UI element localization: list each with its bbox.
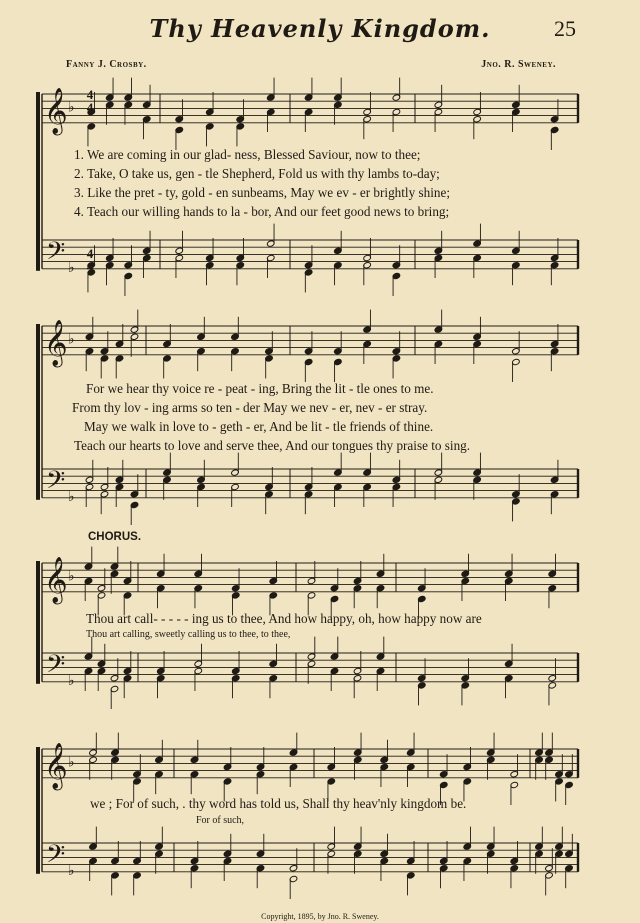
verse-line: 2. Take, O take us, gen - tle Shepherd, Fold us with thy lambs to-day; xyxy=(74,166,440,181)
bass-clef: 𝄢 xyxy=(46,650,66,685)
flat-sign: ♭ xyxy=(68,99,75,116)
verse-line: May we walk in love to - geth - er, And be lit - tle friends of thine. xyxy=(84,419,434,434)
composer-credit: Jno. R. Sweney. xyxy=(481,59,556,70)
chorus-bass-lyric: Thou art calling, sweetly calling us to thee, to thee, xyxy=(86,629,291,640)
verse-line: 4. Teach our willing hands to la - bor, And our feet good news to bring; xyxy=(74,204,450,219)
time-signature-treble xyxy=(84,88,96,114)
flat-sign: ♭ xyxy=(68,568,75,585)
verse-line: 1. We are coming in our glad- ness, Blessed Saviour, now to thee; xyxy=(74,147,421,162)
verse-line: 3. Like the pret - ty, gold - en sunbeams, May we ev - er brightly shine; xyxy=(74,185,450,200)
flat-sign: ♭ xyxy=(68,259,75,276)
verse-line: From thy lov - ing arms so ten - der May we nev - er, nev - er stray. xyxy=(72,400,428,415)
time-signature-bass xyxy=(84,247,96,273)
time-sig-top: 4 xyxy=(86,246,94,261)
lyricist-credit: Fanny J. Crosby. xyxy=(66,59,147,70)
time-sig-top: 4 xyxy=(86,87,94,102)
treble-clef: 𝄞 xyxy=(44,320,68,366)
system-brace xyxy=(36,561,40,684)
flat-sign: ♭ xyxy=(68,862,75,879)
final-bass-lyric: For of such, xyxy=(196,815,245,826)
bass-clef: 𝄢 xyxy=(46,840,66,875)
bass-clef: 𝄢 xyxy=(46,237,66,272)
treble-clef: 𝄞 xyxy=(44,557,68,603)
time-sig-bottom: 4 xyxy=(86,100,94,115)
verse-line: For we hear thy voice re - peat - ing, Bring the lit - tle ones to me. xyxy=(86,381,434,396)
treble-clef: 𝄞 xyxy=(44,88,68,134)
hymn-title: Thy Heavenly Kingdom. xyxy=(149,14,491,43)
flat-sign: ♭ xyxy=(68,331,75,348)
flat-sign: ♭ xyxy=(68,754,75,771)
chorus-label: CHORUS. xyxy=(88,531,142,543)
chorus-lyric: Thou art call- - - - - ing us to thee, And how happy, oh, how happy now are xyxy=(86,611,482,626)
page-number: 25 xyxy=(554,16,576,41)
system-brace xyxy=(36,747,40,874)
flat-sign: ♭ xyxy=(68,488,75,505)
bass-clef: 𝄢 xyxy=(46,466,66,501)
time-sig-bottom: 4 xyxy=(86,259,94,274)
system-brace xyxy=(36,92,40,271)
flat-sign: ♭ xyxy=(68,672,75,689)
verse-line: Teach our hearts to love and serve thee, And our tongues thy praise to sing. xyxy=(74,438,471,453)
copyright-notice: Copyright, 1895, by Jno. R. Sweney. xyxy=(261,912,379,921)
system-brace xyxy=(36,324,40,500)
final-lyric: we ; For of such, . thy word has told us, Shall thy heav'nly kingdom be. xyxy=(90,796,467,811)
treble-clef: 𝄞 xyxy=(44,743,68,789)
